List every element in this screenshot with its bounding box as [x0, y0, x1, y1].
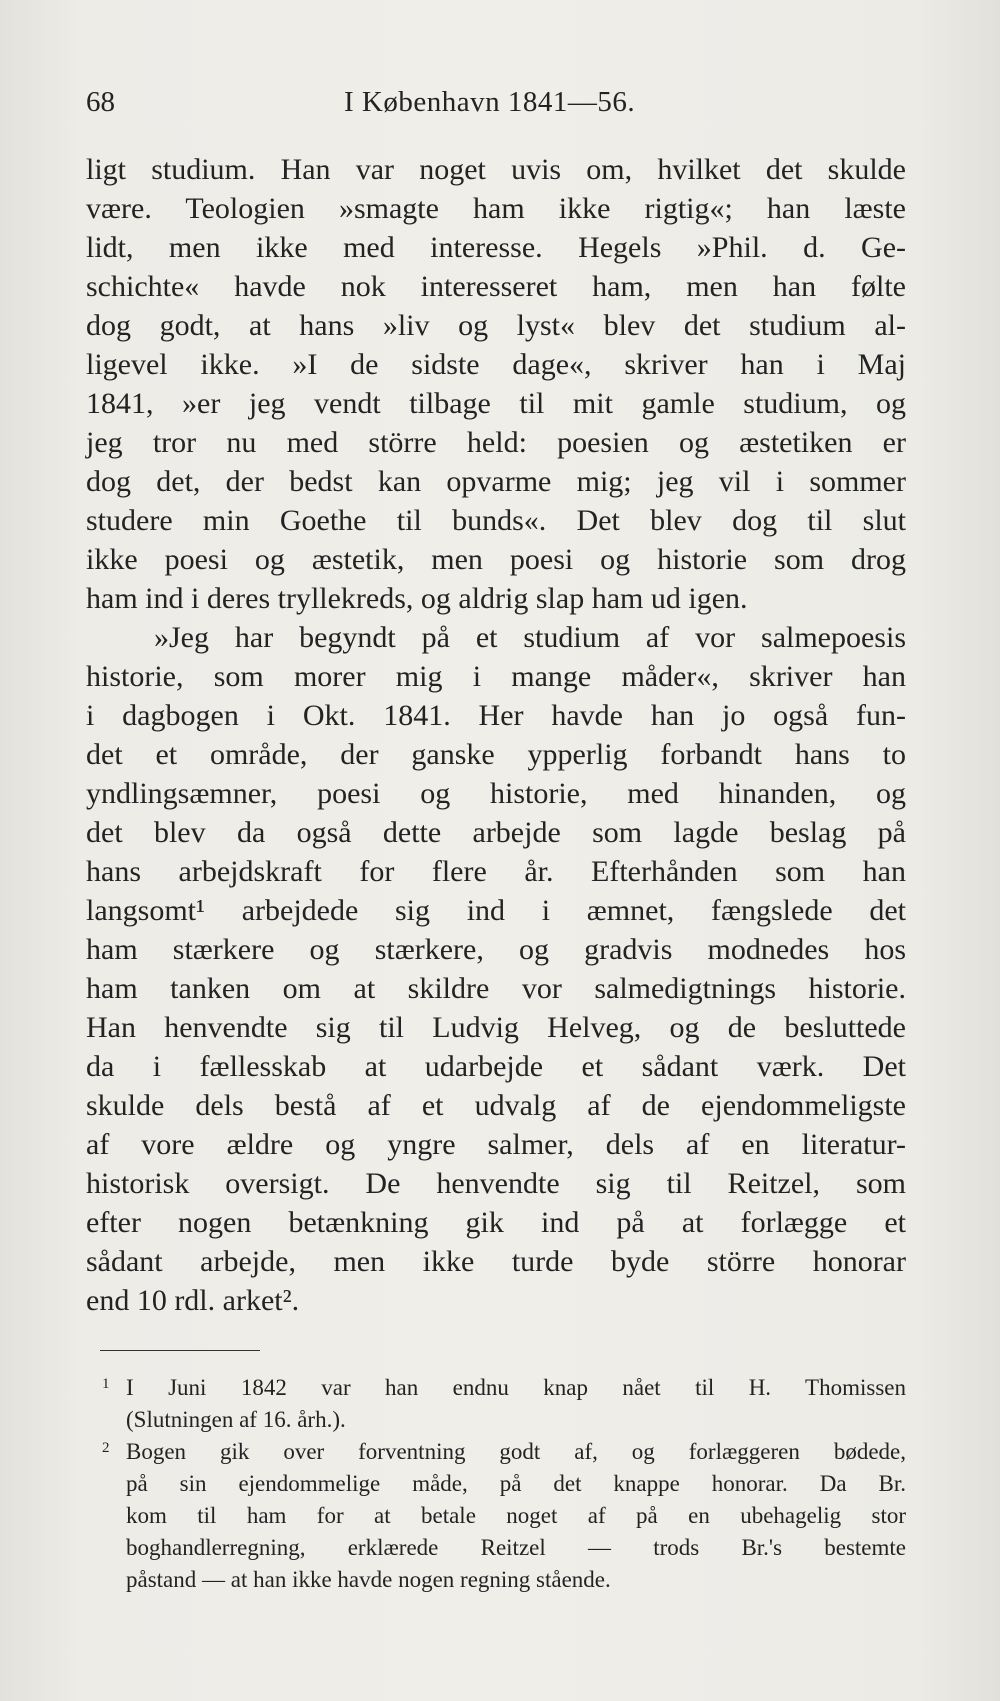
footnote-line: kom til ham for at betale noget af på en ubehagelig stor — [126, 1503, 906, 1528]
footnote-text: I Juni 1842 var han endnu knap nået til H. Thomissen — [126, 1375, 906, 1400]
text-line: ham stærkere og stærkere, og gradvis modnedes hos — [86, 933, 906, 966]
text-line: ligt studium. Han var noget uvis om, hvilket det skulde — [86, 153, 906, 186]
text-line: af vore ældre og yngre salmer, dels af en literatur- — [86, 1128, 906, 1161]
footnotes — [102, 1372, 906, 1596]
footnote-line — [102, 1372, 906, 1404]
text-line: det blev da også dette arbejde som lagde beslag på — [86, 816, 906, 849]
footnote-line: boghandlerregning, erklærede Reitzel — trods Br.'s bestemte — [126, 1535, 906, 1560]
text-line: studere min Goethe til bunds«. Det blev dog til slut — [86, 504, 906, 537]
text-line: historie, som morer mig i mange måder«, skriver han — [86, 660, 906, 693]
footnote-marker: 2 — [102, 1440, 110, 1456]
text-line: skulde dels bestå af et udvalg af de ejendommeligste — [86, 1089, 906, 1122]
footnote-line: påstand — at han ikke havde nogen regning stående. — [126, 1567, 611, 1592]
footnote-2 — [102, 1436, 906, 1596]
text-line: dog det, der bedst kan opvarme mig; jeg vil i sommer — [86, 465, 906, 498]
text-line: i dagbogen i Okt. 1841. Her havde han jo også fun- — [86, 699, 906, 732]
footnote-text: Bogen gik over forventning godt af, og forlæggeren bødede, — [126, 1439, 906, 1464]
text-line: Han henvendte sig til Ludvig Helveg, og de besluttede — [86, 1011, 906, 1044]
text-line: yndlingsæmner, poesi og historie, med hinanden, og — [86, 777, 906, 810]
text-line: langsomt¹ arbejdede sig ind i æmnet, fængslede det — [86, 894, 906, 927]
footnote-marker: 1 — [102, 1376, 110, 1392]
text-line: end 10 rdl. arket². — [86, 1284, 300, 1317]
body-text — [86, 150, 906, 1320]
text-line: ham ind i deres tryllekreds, og aldrig slap ham ud igen. — [86, 582, 748, 615]
text-line: schichte« havde nok interesseret ham, men han følte — [86, 270, 906, 303]
text-line: dog godt, at hans »liv og lyst« blev det studium al- — [86, 309, 906, 342]
paragraph-start-line: »Jeg har begyndt på et studium af vor salmepoesis — [154, 621, 906, 654]
running-head: I København 1841—56. — [344, 86, 636, 118]
text-line: efter nogen betænkning gik ind på at forlægge et — [86, 1206, 906, 1239]
footnote-line: (Slutningen af 16. årh.). — [126, 1407, 346, 1432]
footnote-line — [102, 1436, 906, 1468]
page-number: 68 — [86, 86, 115, 118]
text-line: da i fællesskab at udarbejde et sådant værk. Det — [86, 1050, 906, 1083]
text-line: ikke poesi og æstetik, men poesi og historie som drog — [86, 543, 906, 576]
text-line: ligevel ikke. »I de sidste dage«, skriver han i Maj — [86, 348, 906, 381]
text-line: historisk oversigt. De henvendte sig til Reitzel, som — [86, 1167, 906, 1200]
page-header — [86, 86, 906, 126]
footnote-1 — [102, 1372, 906, 1436]
text-line: sådant arbejde, men ikke turde byde större honorar — [86, 1245, 906, 1278]
text-line: jeg tror nu med större held: poesien og æstetiken er — [86, 426, 906, 459]
text-line: 1841, »er jeg vendt tilbage til mit gamle studium, og — [86, 387, 906, 420]
footnote-separator — [100, 1350, 260, 1351]
text-line: være. Teologien »smagte ham ikke rigtig«; han læste — [86, 192, 906, 225]
text-line: det et område, der ganske ypperlig forbandt hans to — [86, 738, 906, 771]
text-line: hans arbejdskraft for flere år. Efterhånden som han — [86, 855, 906, 888]
text-line: ham tanken om at skildre vor salmedigtnings historie. — [86, 972, 906, 1005]
text-line: lidt, men ikke med interesse. Hegels »Phil. d. Ge- — [86, 231, 906, 264]
footnote-line: på sin ejendommelige måde, på det knappe honorar. Da Br. — [126, 1471, 906, 1496]
